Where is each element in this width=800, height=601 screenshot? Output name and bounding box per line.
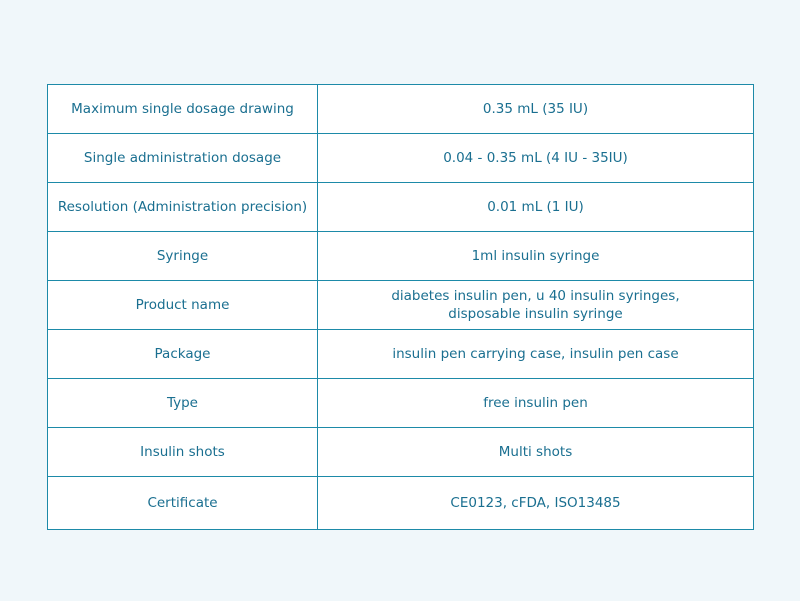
- spec-table: [47, 84, 754, 530]
- table-row: [48, 330, 754, 379]
- spec-value: 0.01 mL (1 IU): [318, 183, 754, 232]
- table-row: [48, 477, 754, 530]
- spec-label: Syringe: [48, 232, 318, 281]
- table-row: [48, 379, 754, 428]
- spec-label: Maximum single dosage drawing: [48, 85, 318, 134]
- table-row: [48, 281, 754, 330]
- spec-label: Insulin shots: [48, 428, 318, 477]
- table-row: [48, 428, 754, 477]
- spec-label: Product name: [48, 281, 318, 330]
- spec-value: insulin pen carrying case, insulin pen case: [318, 330, 754, 379]
- spec-value-line: disposable insulin syringe: [448, 306, 623, 322]
- table-row: [48, 134, 754, 183]
- spec-value-line: diabetes insulin pen, u 40 insulin syringes,: [391, 288, 680, 304]
- table-row: [48, 183, 754, 232]
- spec-value: 0.35 mL (35 IU): [318, 85, 754, 134]
- table-row: [48, 85, 754, 134]
- spec-label: Certificate: [48, 477, 318, 530]
- spec-value: 0.04 - 0.35 mL (4 IU - 35IU): [318, 134, 754, 183]
- spec-value: Multi shots: [318, 428, 754, 477]
- spec-value: CE0123, cFDA, ISO13485: [318, 477, 754, 530]
- spec-label: Resolution (Administration precision): [48, 183, 318, 232]
- spec-value: free insulin pen: [318, 379, 754, 428]
- table-row: [48, 232, 754, 281]
- spec-label: Type: [48, 379, 318, 428]
- spec-value: [318, 281, 754, 330]
- spec-label: Single administration dosage: [48, 134, 318, 183]
- spec-label: Package: [48, 330, 318, 379]
- spec-value: 1ml insulin syringe: [318, 232, 754, 281]
